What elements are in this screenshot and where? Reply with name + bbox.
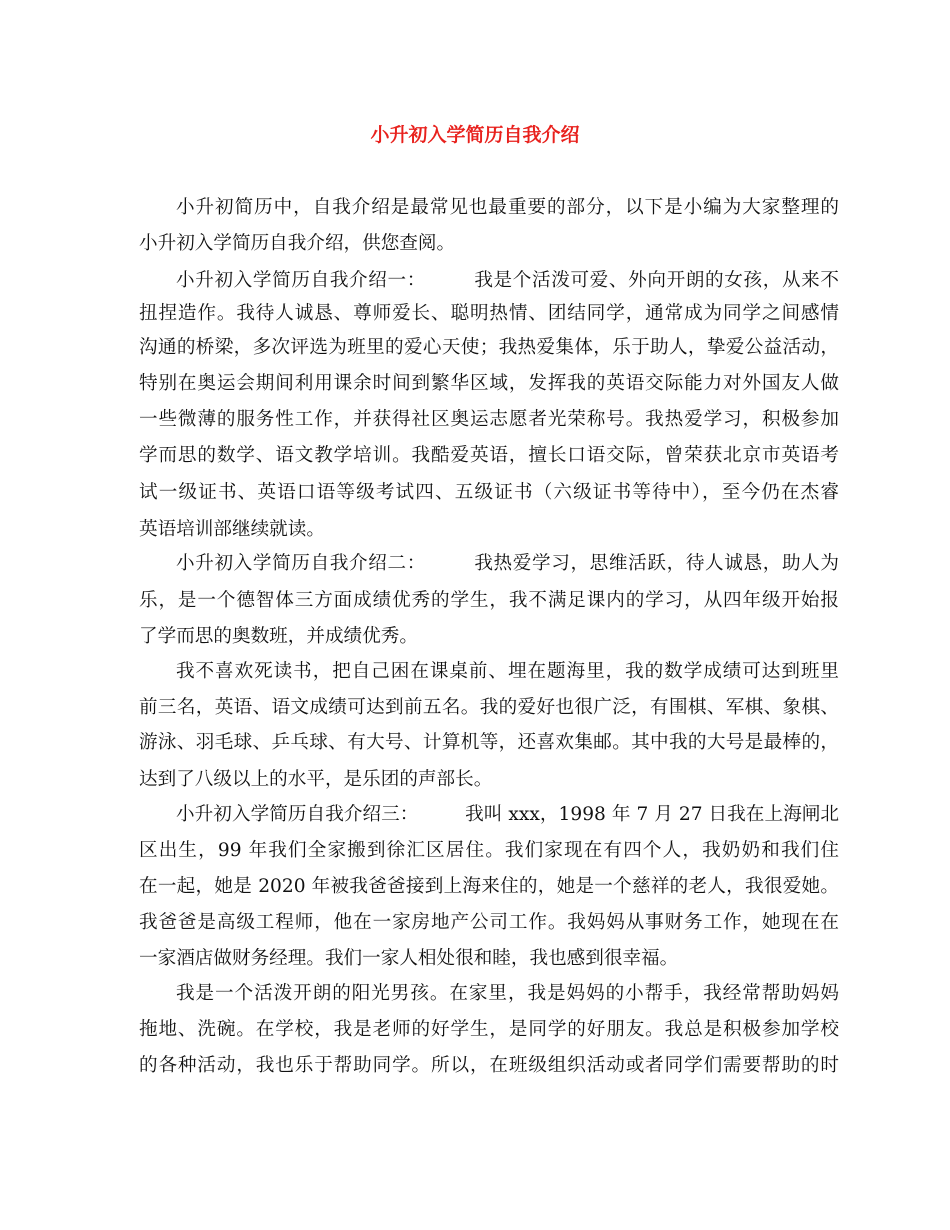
- text-line: 小升初入学简历自我介绍，供您查阅。: [139, 233, 456, 254]
- text-line: 拖地、洗碗。在学校，我是老师的好学生，是同学的好朋友。我总是积极参加学校: [139, 1019, 839, 1040]
- text-line: 学而思的数学、语文教学培训。我酷爱英语，擅长口语交际，曾荣获北京市英语考: [139, 445, 839, 466]
- text-line: 了学而思的奥数班，并成绩优秀。: [139, 626, 418, 647]
- text-line: 小升初简历中，自我介绍是最常见也最重要的部分，以下是小编为大家整理的: [176, 197, 839, 218]
- text-line: 的各种活动，我也乐于帮助同学。所以，在班级组织活动或者同学们需要帮助的时: [139, 1055, 839, 1076]
- document-title: 小升初入学简历自我介绍: [370, 124, 580, 146]
- text-line: 在一起，她是 2020 年被我爸爸接到上海来住的，她是一个慈祥的老人，我很爱她。: [139, 876, 839, 897]
- text-line: 我爸爸是高级工程师，他在一家房地产公司工作。我妈妈从事财务工作，她现在在: [139, 912, 839, 933]
- text-line: 小升初入学简历自我介绍二： 我热爱学习，思维活跃，待人诚恳，助人为: [176, 553, 839, 574]
- text-line: 我不喜欢死读书，把自己困在课桌前、埋在题海里，我的数学成绩可达到班里: [176, 661, 839, 682]
- text-line: 特别在奥运会期间利用课余时间到繁华区域，发挥我的英语交际能力对外国友人做: [139, 373, 839, 394]
- text-line: 试一级证书、英语口语等级考试四、五级证书（六级证书等待中），至今仍在杰睿: [139, 482, 839, 503]
- text-line: 小升初入学简历自我介绍三： 我叫 xxx，1998 年 7 月 27 日我在上海闸北: [176, 804, 839, 825]
- text-line: 前三名，英语、语文成绩可达到前五名。我的爱好也很广泛，有围棋、军棋、象棋、: [139, 697, 839, 718]
- text-line: 一家酒店做财务经理。我们一家人相处很和睦，我也感到很幸福。: [139, 948, 679, 969]
- text-line: 小升初入学简历自我介绍一： 我是个活泼可爱、外向开朗的女孩，从来不: [176, 270, 839, 291]
- text-line: 一些微薄的服务性工作，并获得社区奥运志愿者光荣称号。我热爱学习，积极参加: [139, 409, 839, 430]
- text-line: 扭捏造作。我待人诚恳、尊师爱长、聪明热情、团结同学，通常成为同学之间感情: [139, 303, 839, 324]
- text-line: 区出生，99 年我们全家搬到徐汇区居住。我们家现在有四个人，我奶奶和我们住: [139, 840, 839, 861]
- text-line: 乐，是一个德智体三方面成绩优秀的学生，我不满足课内的学习，从四年级开始报: [139, 590, 839, 611]
- text-line: 英语培训部继续就读。: [139, 519, 325, 540]
- text-line: 沟通的桥梁，多次评选为班里的爱心天使；我热爱集体，乐于助人，挚爱公益活动，: [139, 337, 839, 358]
- text-line: 游泳、羽毛球、乒乓球、有大号、计算机等，还喜欢集邮。其中我的大号是最棒的，: [139, 732, 839, 753]
- text-line: 达到了八级以上的水平，是乐团的声部长。: [139, 769, 493, 790]
- text-line: 我是一个活泼开朗的阳光男孩。在家里，我是妈妈的小帮手，我经常帮助妈妈: [176, 983, 839, 1004]
